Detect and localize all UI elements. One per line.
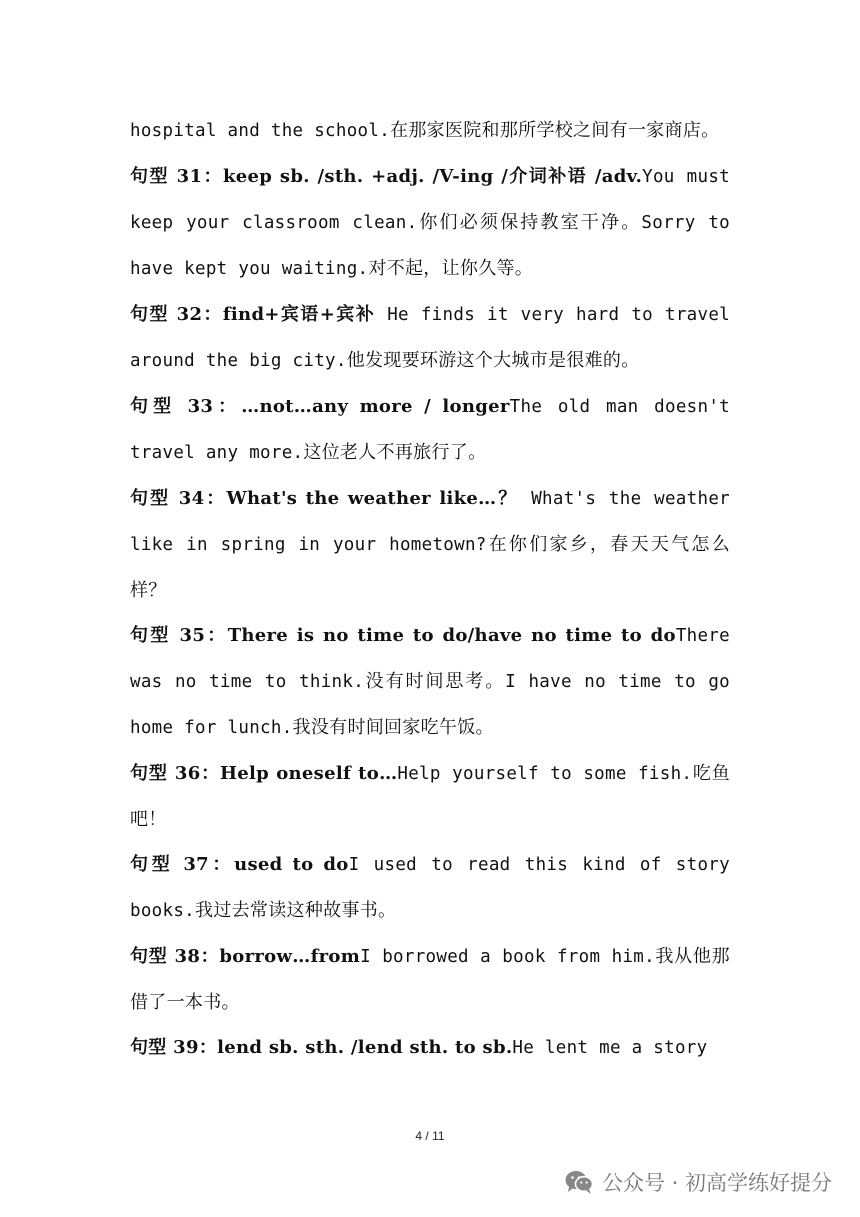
paragraph [130, 154, 730, 292]
pattern-label: 句型 39： [130, 1037, 218, 1058]
paragraph [130, 476, 730, 613]
chinese-translation: 他发现要环游这个大城市是很难的。 [346, 350, 640, 371]
pattern-label: 句型 32： [130, 304, 223, 325]
pattern-structure: …not…any more / longer [241, 396, 510, 417]
pattern-label: 句型 34： [130, 488, 227, 509]
chinese-translation: 我没有时间回家吃午饭。 [292, 717, 494, 738]
pattern-structure: keep sb. /sth. +adj. /V-ing /介词补语 /adv. [222, 166, 643, 187]
example-sentence: You must keep your classroom clean. [130, 167, 730, 233]
chinese-translation: 对不起，让你久等。 [368, 258, 534, 279]
example-sentence: What's the weather like in spring in your hometown? [130, 489, 730, 555]
pattern-structure: find+宾语+宾补 [222, 304, 376, 325]
chinese-translation: 在那家医院和那所学校之间有一家商店。 [390, 120, 720, 141]
example-sentence: I have no time to go home for lunch. [130, 672, 730, 738]
example-sentence: I used to read this kind of story books. [130, 855, 730, 921]
pattern-structure: Help oneself to… [219, 763, 398, 784]
example-sentence: He finds it very hard to travel around the big city. [130, 305, 731, 371]
chinese-translation: 吃鱼吧！ [130, 763, 730, 830]
paragraph [130, 613, 730, 751]
watermark-text: 公众号 · 初高学练好提分 [601, 1171, 832, 1195]
pattern-structure: lend sb. sth. /lend sth. to sb. [217, 1037, 513, 1058]
chinese-translation: 在你们家乡，春天天气怎么样？ [130, 534, 731, 601]
paragraph [130, 842, 730, 934]
example-sentence: Sorry to have kept you waiting. [130, 213, 731, 279]
example-sentence: The old man doesn't travel any more. [130, 397, 730, 463]
example-sentence: There was no time to think. [130, 626, 730, 692]
document-page [130, 108, 730, 1071]
page-number: 4 / 11 [415, 1129, 445, 1143]
pattern-structure: What's the weather like…？ [226, 488, 519, 509]
paragraph [130, 934, 730, 1025]
chinese-translation: 没有时间思考。 [364, 671, 506, 692]
chinese-translation: 我过去常读这种故事书。 [195, 900, 397, 921]
pattern-structure: There is no time to do/have no time to do [227, 625, 676, 646]
paragraph [130, 292, 730, 384]
chinese-translation: 我从他那借了一本书。 [130, 946, 730, 1013]
pattern-structure: borrow…from [219, 946, 361, 967]
pattern-structure: used to do [234, 854, 349, 875]
pattern-label: 句型 31： [130, 166, 223, 187]
chinese-translation: 这位老人不再旅行了。 [303, 442, 487, 463]
example-sentence: He lent me a story [512, 1038, 708, 1058]
example-sentence: hospital and the school. [130, 121, 391, 141]
paragraph [130, 1025, 730, 1071]
pattern-label: 句型 38： [130, 946, 220, 967]
paragraph [130, 384, 730, 476]
pattern-label: 句型 37： [130, 854, 235, 875]
example-sentence: I borrowed a book from him. [360, 947, 655, 967]
watermark [564, 1164, 832, 1200]
example-sentence: Help yourself to some fish. [397, 764, 693, 784]
wechat-icon [564, 1169, 594, 1195]
paragraph [130, 751, 730, 842]
pattern-label: 句型 33： [130, 396, 242, 417]
pattern-label: 句型 36： [130, 763, 220, 784]
pattern-label: 句型 35： [130, 625, 228, 646]
paragraph [130, 108, 730, 154]
chinese-translation: 你们必须保持教室干净。 [417, 212, 642, 233]
